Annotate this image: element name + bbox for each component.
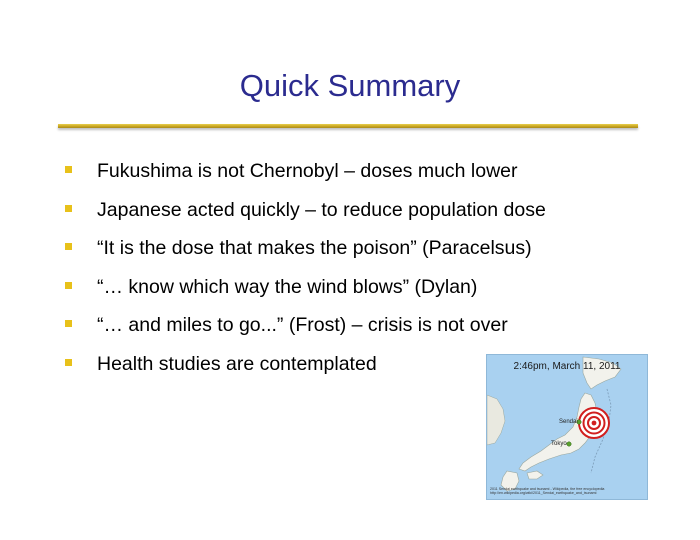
title-underline	[58, 124, 638, 128]
bullet-item	[60, 191, 660, 230]
bullet-square-icon	[65, 243, 72, 250]
bullet-square-icon	[65, 282, 72, 289]
bullet-text: Health studies are contemplated	[97, 352, 377, 375]
shikoku-shape	[527, 471, 543, 479]
tokyo-label: Tokyo	[551, 441, 567, 447]
bullet-text: Japanese acted quickly – to reduce population dose	[97, 198, 546, 221]
earthquake-map-image	[486, 354, 648, 500]
bullet-item	[60, 306, 660, 345]
bullet-item	[60, 268, 660, 307]
bullet-square-icon	[65, 205, 72, 212]
bullet-item	[60, 152, 660, 191]
epicenter-target-icon	[579, 408, 609, 438]
slide-title: Quick Summary	[239, 68, 461, 103]
map-caption-line: http://en.wikipedia.org/wiki/2011_Sendai_earthquake_and_tsunami	[490, 491, 597, 495]
bullet-list	[60, 152, 660, 383]
bullet-item	[60, 229, 660, 268]
bullet-square-icon	[65, 359, 72, 366]
bullet-square-icon	[65, 166, 72, 173]
map-time-label: 2:46pm, March 11, 2011	[513, 361, 621, 372]
bullet-text: Fukushima is not Chernobyl – doses much lower	[97, 160, 518, 182]
tokyo-marker-icon	[567, 442, 571, 446]
bullet-square-icon	[65, 320, 72, 327]
japan-map-graphic	[487, 355, 647, 499]
sendai-label: Sendai	[559, 419, 578, 425]
bullet-text: “… know which way the wind blows” (Dylan)	[97, 275, 478, 298]
map-caption-line: 2011 Sendai earthquake and tsunami - Wikipedia, the free encyclopedia	[490, 487, 605, 491]
map-caption	[490, 487, 646, 495]
bullet-text: “It is the dose that makes the poison” (Paracelsus)	[97, 237, 532, 259]
bullet-text: “… and miles to go...” (Frost) – crisis is not over	[97, 314, 508, 336]
mainland-shape	[487, 395, 505, 445]
